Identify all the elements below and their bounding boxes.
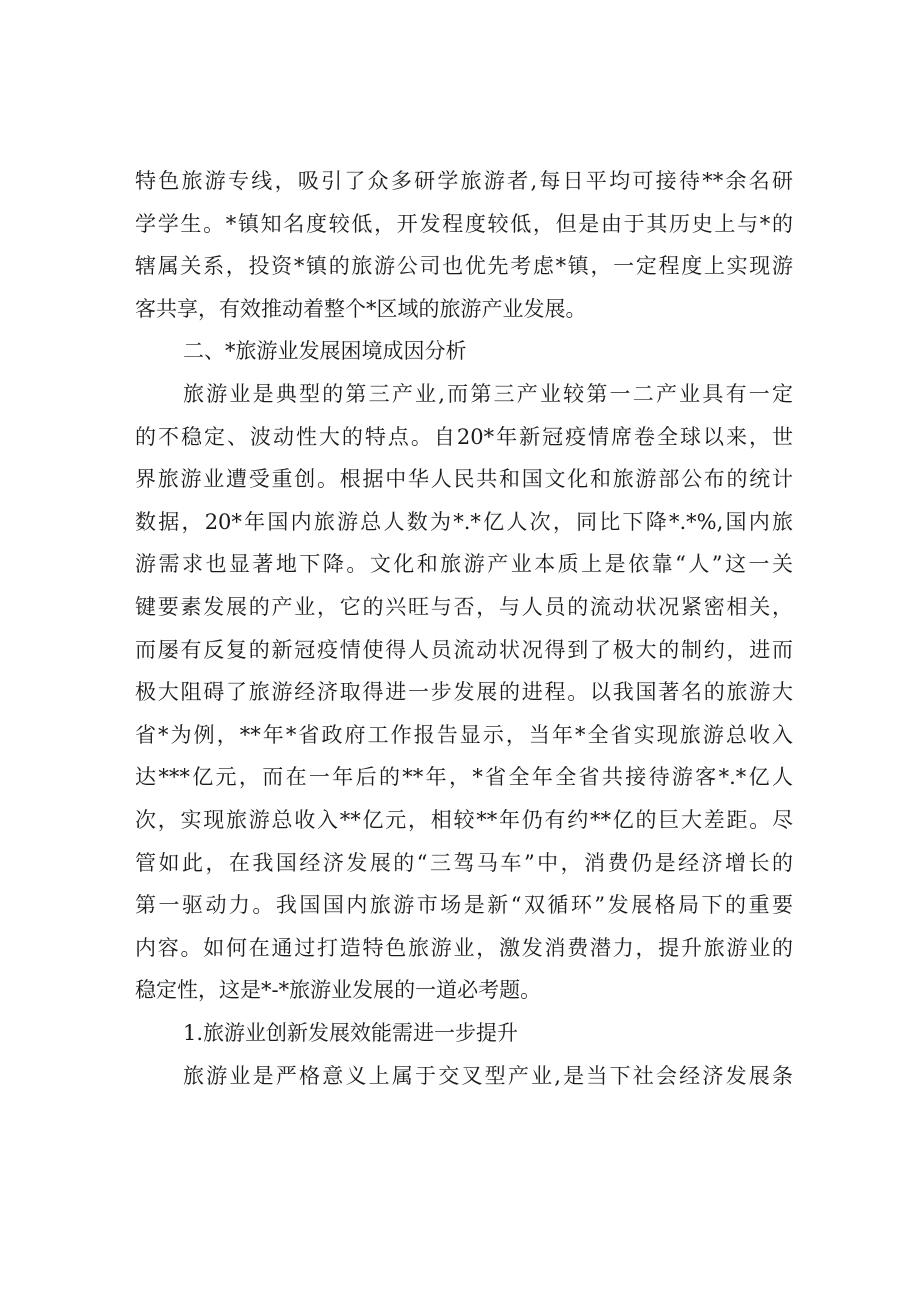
section-heading: 二、*旅游业发展困境成因分析 bbox=[183, 339, 467, 363]
paragraph-line: 内容。如何在通过打造特色旅游业，激发消费潜力，提升旅游业的 bbox=[135, 936, 793, 960]
paragraph-line: 辖属关系，投资*镇的旅游公司也优先考虑*镇，一定程度上实现游 bbox=[135, 254, 793, 278]
paragraph-line: 界旅游业遭受重创。根据中华人民共和国文化和旅游部公布的统计 bbox=[135, 467, 793, 491]
paragraph-line: 旅游业是严格意义上属于交叉型产业,是当下社会经济发展条 bbox=[183, 1064, 793, 1088]
paragraph-line: 管如此，在我国经济发展的“三驾马车”中，消费仍是经济增长的 bbox=[135, 851, 793, 875]
paragraph-line: 键要素发展的产业，它的兴旺与否，与人员的流动状况紧密相关， bbox=[135, 595, 793, 619]
paragraph-line: 极大阻碍了旅游经济取得进一步发展的进程。以我国著名的旅游大 bbox=[135, 680, 793, 704]
paragraph-line: 次，实现旅游总收入**亿元，相较**年仍有约**亿的巨大差距。尽 bbox=[135, 808, 793, 832]
paragraph-line: 游需求也显著地下降。文化和旅游产业本质上是依靠“人”这一关 bbox=[135, 552, 793, 576]
paragraph-line: 数据，20*年国内旅游总人数为*.*亿人次，同比下降*.*%,国内旅 bbox=[135, 510, 793, 534]
paragraph-line: 客共享，有效推动着整个*区域的旅游产业发展。 bbox=[135, 297, 587, 321]
paragraph-line: 达***亿元，而在一年后的**年，*省全年全省共接待游客*.*亿人 bbox=[135, 765, 793, 789]
paragraph-line: 而屡有反复的新冠疫情使得人员流动状况得到了极大的制约，进而 bbox=[135, 638, 793, 662]
paragraph-line: 的不稳定、波动性大的特点。自20*年新冠疫情席卷全球以来，世 bbox=[135, 425, 793, 449]
paragraph-line: 特色旅游专线，吸引了众多研学旅游者,每日平均可接待**余名研 bbox=[135, 169, 793, 193]
subsection-heading: 1.旅游业创新发展效能需进一步提升 bbox=[183, 1021, 519, 1045]
paragraph-line: 学学生。*镇知名度较低，开发程度较低，但是由于其历史上与*的 bbox=[135, 212, 793, 236]
paragraph-line: 第一驱动力。我国国内旅游市场是新“双循环”发展格局下的重要 bbox=[135, 893, 793, 917]
paragraph-line: 旅游业是典型的第三产业,而第三产业较第一二产业具有一定 bbox=[183, 382, 793, 406]
paragraph-line: 省*为例，**年*省政府工作报告显示，当年*全省实现旅游总收入 bbox=[135, 723, 793, 747]
paragraph-line: 稳定性，这是*-*旅游业发展的一道必考题。 bbox=[135, 978, 542, 1002]
